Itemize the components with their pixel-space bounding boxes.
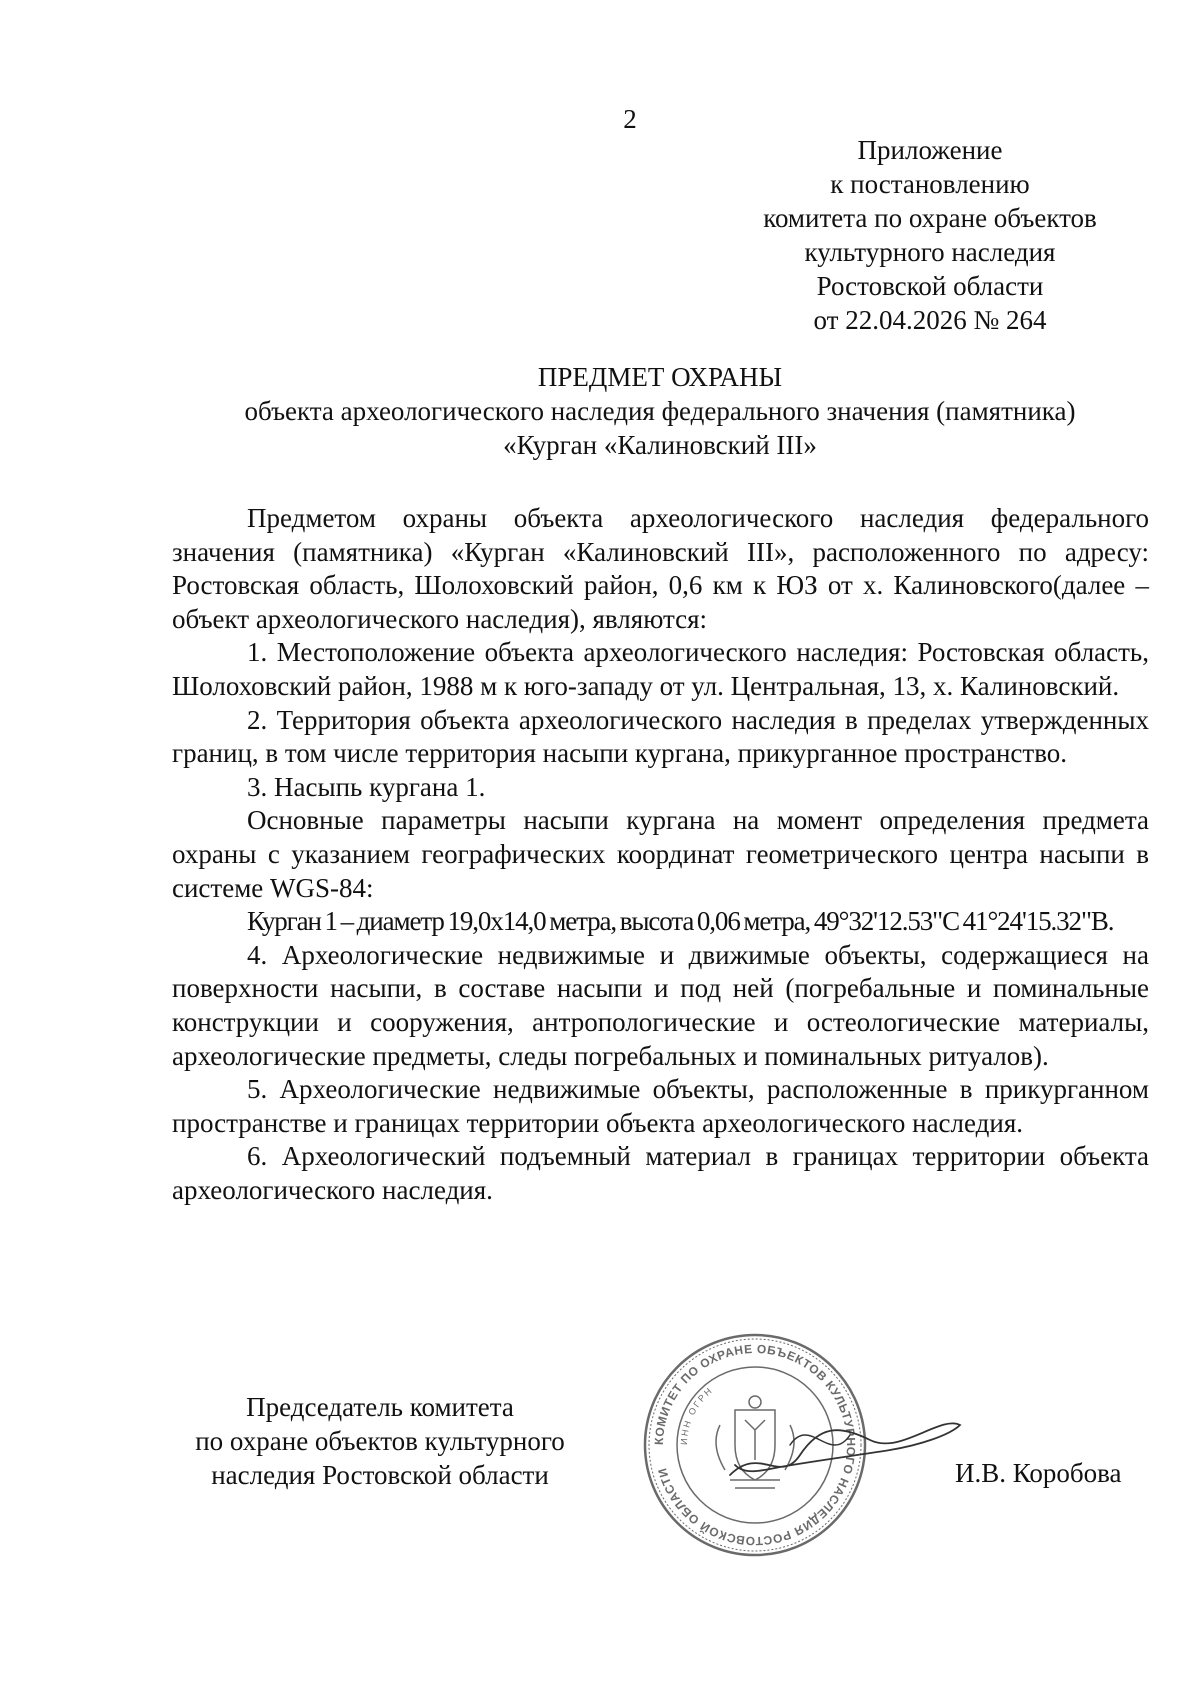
appendix-line: комитета по охране объектов <box>763 203 1097 233</box>
document-body <box>172 502 1149 1207</box>
seal-outer-text: КОМИТЕТ ПО ОХРАНЕ ОБЪЕКТОВ КУЛЬТУРНОГО НАСЛЕДИЯ РОСТОВСКОЙ ОБЛАСТИ <box>651 1341 859 1549</box>
title-heading: ПРЕДМЕТ ОХРАНЫ <box>537 362 783 392</box>
position-line: Председатель комитета <box>246 1392 514 1422</box>
appendix-line: Приложение <box>857 135 1003 165</box>
page-number: 2 <box>623 104 637 134</box>
appendix-line: от 22.04.2026 № 264 <box>813 305 1047 335</box>
paragraph-item-5: 5. Археологические недвижимые объекты, расположенные в прикурганном пространстве и границах территории объекта археологического наследия. <box>172 1074 1149 1138</box>
title-subtitle: объекта археологического наследия федерального значения (памятника) <box>244 396 1076 426</box>
appendix-header <box>740 133 1120 337</box>
signer-name: И.В. Коробова <box>955 1458 1122 1488</box>
paragraph-item-2: 2. Территория объекта археологического наследия в пределах утвержденных границ, в том числе территория насыпи кургана, прикурганное пространство. <box>172 704 1149 769</box>
appendix-line: Ростовской области <box>816 271 1044 301</box>
paragraph-item-3: 3. Насыпь кургана 1. <box>247 771 486 802</box>
seal-inner-text: ИНН ОГРН <box>678 1384 715 1446</box>
paragraph-kurgan-1: Курган 1 – диаметр 19,0х14,0 метра, высота 0,06 метра, 49°32'12.53"С 41°24'15.32"В. <box>247 906 1114 937</box>
paragraph-item-1: 1. Местоположение объекта археологического наследия: Ростовская область, Шолоховский район, 1988 м к юго-западу от ул. Центральная, 13, х. Калиновский. <box>172 637 1149 701</box>
position-line: по охране объектов культурного <box>195 1426 565 1456</box>
document-title <box>170 360 1150 462</box>
appendix-line: культурного наследия <box>804 237 1056 267</box>
signatory-position <box>160 1390 600 1492</box>
appendix-line: к постановлению <box>830 169 1030 199</box>
paragraph-item-6: 6. Археологический подъемный материал в границах территории объекта археологического наследия. <box>172 1141 1149 1205</box>
paragraph-intro: Предметом охраны объекта археологического наследия федерального значения (памятника) «Курган «Калиновский III», расположенного по адресу: Ростовская область, Шолоховский район, 0,6 км к ЮЗ от х. Калиновского(далее – объект археологического наследия), являются: <box>172 503 1149 634</box>
paragraph-item-4: 4. Археологические недвижимые и движимые объекты, содержащиеся на поверхности насыпи, в составе насыпи и под ней (погребальные и поминальные конструкции и сооружения, антропологические и остеологические материалы, археологические предметы, следы погребальных и поминальных ритуалов). <box>172 939 1149 1071</box>
paragraph-params: Основные параметры насыпи кургана на момент определения предмета охраны с указанием географических координат геометрического центра насыпи в системе WGS-84: <box>172 805 1149 903</box>
handwritten-signature-icon <box>720 1405 970 1495</box>
position-line: наследия Ростовской области <box>211 1460 549 1490</box>
title-object-name: «Курган «Калиновский III» <box>503 430 817 460</box>
